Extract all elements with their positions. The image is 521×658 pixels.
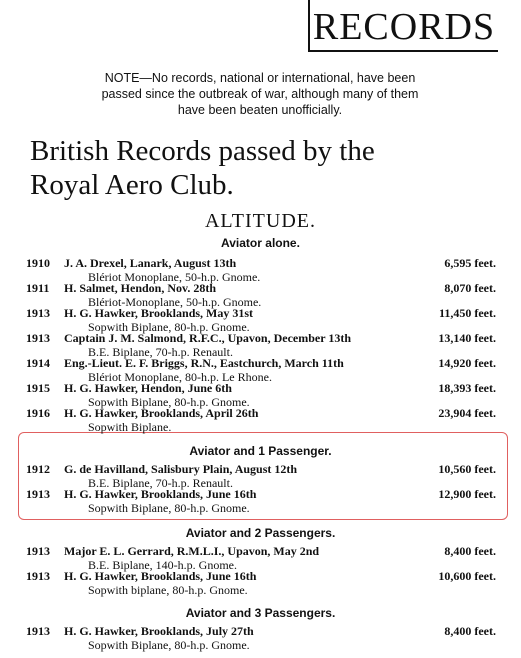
record-holder: Major E. L. Gerrard, R.M.L.I., Upavon, May 2nd — [64, 544, 320, 558]
record-holder: H. G. Hawker, Brooklands, June 16th — [64, 487, 257, 501]
group-label: Aviator and 1 Passenger. — [189, 444, 332, 458]
record-height: 10,560 feet. — [438, 462, 496, 476]
record-year: 1913 — [26, 306, 50, 320]
record-aircraft: B.E. Biplane, 70-h.p. Renault. — [88, 345, 233, 359]
record-year: 1913 — [26, 569, 50, 583]
record-year: 1913 — [26, 331, 50, 345]
record-aircraft: Blériot Monoplane, 80-h.p. Le Rhone. — [88, 370, 272, 384]
record-aircraft: Blériot-Monoplane, 50-h.p. Gnome. — [88, 295, 262, 309]
group-label: Aviator and 2 Passengers. — [185, 526, 336, 540]
record-year: 1913 — [26, 624, 50, 638]
record-holder: H. Salmet, Hendon, Nov. 28th — [64, 281, 217, 295]
record-height: 10,600 feet. — [438, 569, 496, 583]
group-label: Aviator and 3 Passengers. — [185, 606, 336, 620]
record-aircraft: Blériot Monoplane, 50-h.p. Gnome. — [88, 270, 261, 284]
record-year: 1910 — [26, 256, 50, 270]
record-holder: Captain J. M. Salmond, R.F.C., Upavon, December 13th — [64, 331, 352, 345]
record-holder: H. G. Hawker, Brooklands, June 16th — [64, 569, 257, 583]
section-heading: ALTITUDE. — [204, 210, 317, 232]
page-title — [30, 134, 490, 202]
record-height: 18,393 feet. — [438, 381, 496, 395]
record-aircraft: Sopwith Biplane, 80-h.p. Gnome. — [88, 501, 250, 515]
record-year: 1913 — [26, 544, 50, 558]
record-holder: J. A. Drexel, Lanark, August 13th — [64, 256, 237, 270]
record-year: 1916 — [26, 406, 50, 420]
record-year: 1914 — [26, 356, 50, 370]
record-height: 11,450 feet. — [439, 306, 496, 320]
record-holder: G. de Havilland, Salisbury Plain, August 12th — [64, 462, 298, 476]
record-holder: H. G. Hawker, Brooklands, April 26th — [64, 406, 259, 420]
page-title-line-1: British Records passed by the — [30, 135, 375, 167]
record-aircraft: Sopwith Biplane, 80-h.p. Gnome. — [88, 638, 250, 652]
record-aircraft: Sopwith Biplane, 80-h.p. Gnome. — [88, 320, 250, 334]
record-year: 1911 — [26, 281, 50, 295]
records-header: RECORDS — [308, 0, 498, 52]
record-year: 1915 — [26, 381, 50, 395]
record-aircraft: Sopwith biplane, 80-h.p. Gnome. — [88, 583, 248, 597]
group-label: Aviator alone. — [221, 236, 300, 250]
record-holder: H. G. Hawker, Hendon, June 6th — [64, 381, 232, 395]
record-height: 13,140 feet. — [438, 331, 496, 345]
page-title-line-2: Royal Aero Club. — [30, 169, 234, 201]
record-height: 12,900 feet. — [438, 487, 496, 501]
record-aircraft: Sopwith Biplane, 80-h.p. Gnome. — [88, 395, 250, 409]
record-holder: Eng.-Lieut. E. F. Briggs, R.N., Eastchurch, March 11th — [64, 356, 344, 370]
record-aircraft: Sopwith Biplane. — [88, 420, 172, 434]
record-height: 8,400 feet. — [444, 544, 496, 558]
record-holder: H. G. Hawker, Brooklands, May 31st — [64, 306, 254, 320]
war-note: NOTE—No records, national or international, have been passed since the outbreak of war, although many of them have been beaten unofficially. — [101, 71, 419, 117]
record-height: 14,920 feet. — [438, 356, 496, 370]
record-holder: H. G. Hawker, Brooklands, July 27th — [64, 624, 254, 638]
record-height: 6,595 feet. — [444, 256, 496, 270]
record-year: 1913 — [26, 487, 50, 501]
record-aircraft: B.E. Biplane, 70-h.p. Renault. — [88, 476, 233, 490]
record-height: 8,400 feet. — [444, 624, 496, 638]
record-aircraft: B.E. Biplane, 140-h.p. Gnome. — [88, 558, 237, 572]
record-year: 1912 — [26, 462, 50, 476]
record-height: 8,070 feet. — [444, 281, 496, 295]
record-height: 23,904 feet. — [438, 406, 496, 420]
